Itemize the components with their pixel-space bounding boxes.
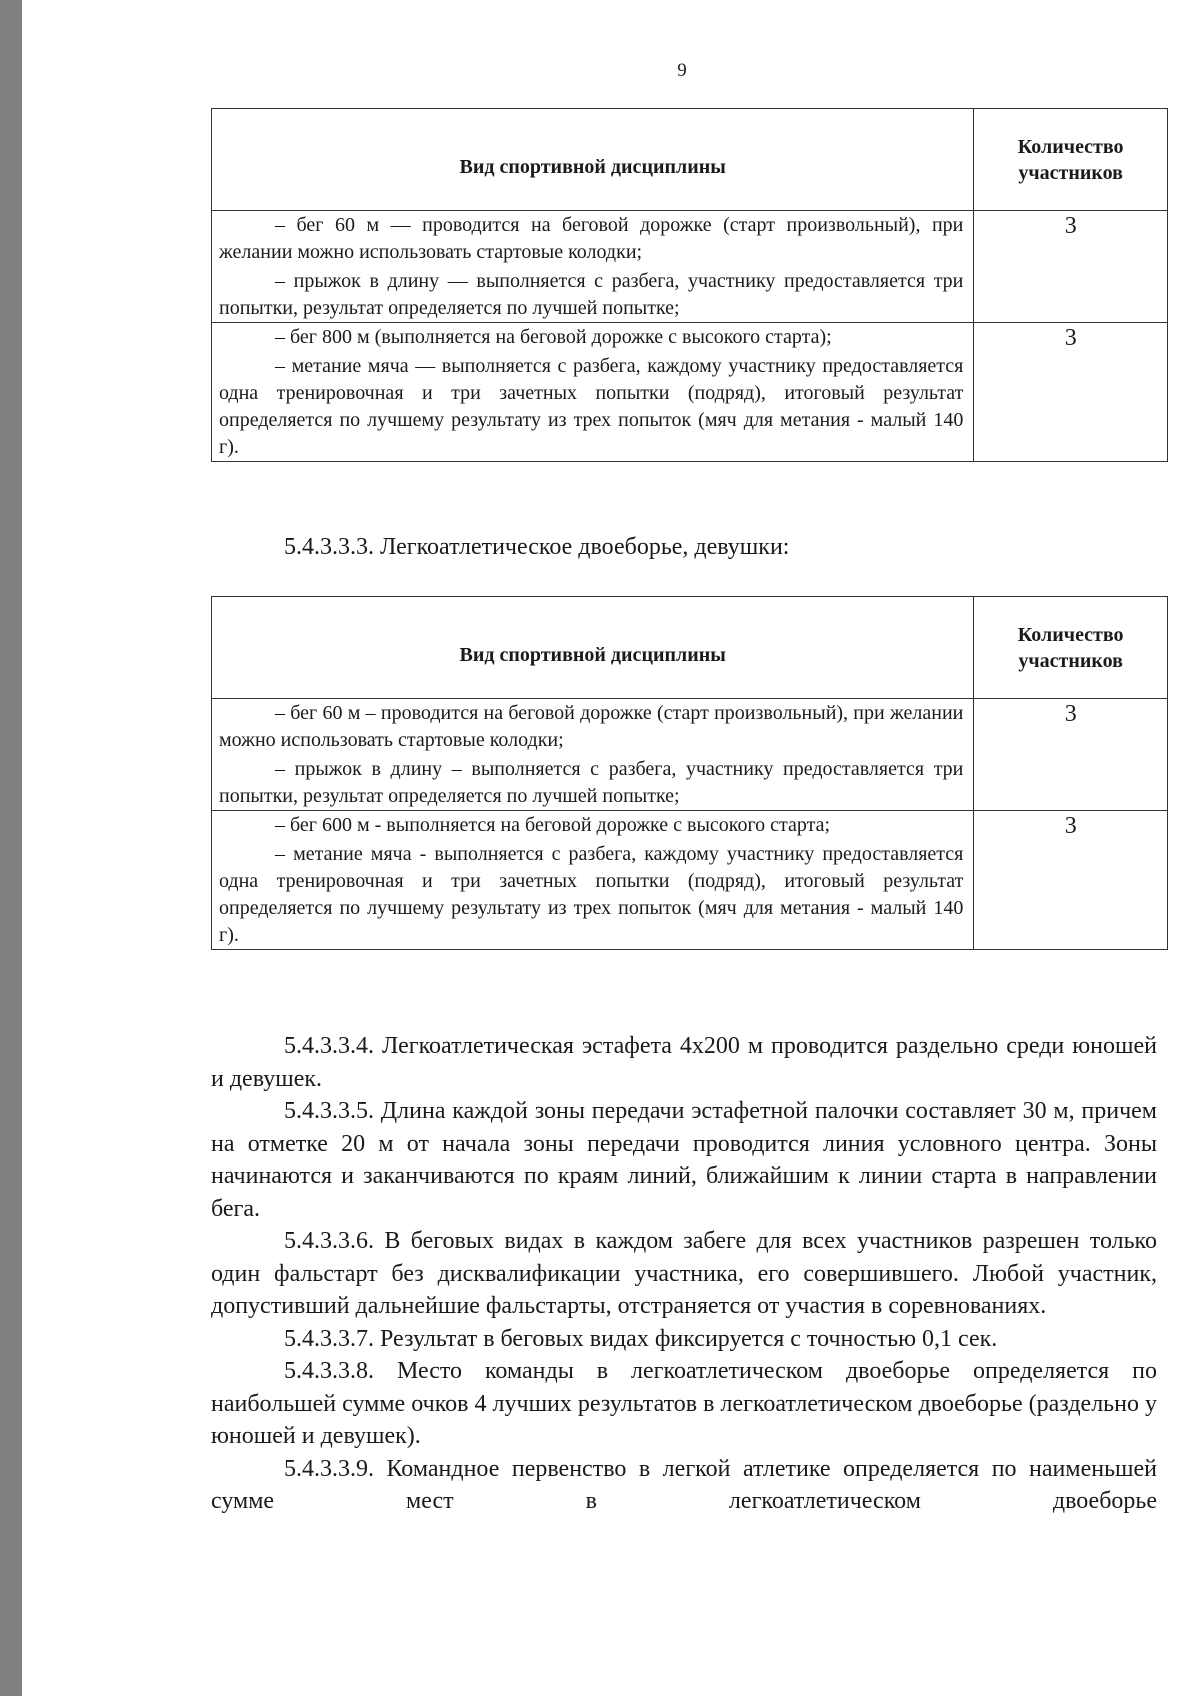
table-header-row xyxy=(212,109,1168,211)
paragraph: 5.4.3.3.4. Легкоатлетическая эстафета 4х200 м проводится раздельно среди юношей и девушек. xyxy=(211,1033,1157,1092)
discipline-cell xyxy=(212,323,974,462)
discipline-item: – метание мяча - выполняется с разбега, каждому участнику предоставляется одна тренировочная и три зачетных попытки (подряд), итоговый результат определяется по лучшему результату из трех попыток (мяч для метания - малый 140 г). xyxy=(219,843,964,946)
header-discipline: Вид спортивной дисциплины xyxy=(212,109,974,211)
header-count: Количество участников xyxy=(974,597,1168,699)
count-cell: 3 xyxy=(974,699,1168,811)
header-count: Количество участников xyxy=(974,109,1168,211)
table-row xyxy=(212,211,1168,323)
discipline-item: – метание мяча — выполняется с разбега, каждому участнику предоставляется одна тренировочная и три зачетных попытки (подряд), итоговый результат определяется по лучшему результату из трех попыток (мяч для метания - малый 140 г). xyxy=(219,355,964,458)
count-cell: 3 xyxy=(974,811,1168,950)
viewer-left-border xyxy=(0,0,22,1696)
table-row xyxy=(212,699,1168,811)
count-cell: 3 xyxy=(974,211,1168,323)
paragraph: 5.4.3.3.9. Командное первенство в легкой атлетике определяется по наименьшей сумме мест в легкоатлетическом двоеборье xyxy=(211,1455,1157,1514)
discipline-table-1 xyxy=(211,108,1168,462)
section-heading: 5.4.3.3.3. Легкоатлетическое двоеборье, девушки: xyxy=(284,534,790,560)
discipline-item: – бег 800 м (выполняется на беговой дорожке с высокого старта); xyxy=(275,326,832,348)
paragraph: 5.4.3.3.7. Результат в беговых видах фиксируется с точностью 0,1 сек. xyxy=(284,1325,998,1352)
paragraph: 5.4.3.3.5. Длина каждой зоны передачи эстафетной палочки составляет 30 м, причем на отметке 20 м от начала зоны передачи проводится линия условного центра. Зоны начинаются и заканчиваются по краям линий, ближайшим к линии старта в направлении бега. xyxy=(211,1098,1157,1222)
discipline-item: – бег 60 м – проводится на беговой дорожке (старт произвольный), при желании можно использовать стартовые колодки; xyxy=(219,702,964,751)
paragraph: 5.4.3.3.8. Место команды в легкоатлетическом двоеборье определяется по наибольшей сумме очков 4 лучших результатов в легкоатлетическом двоеборье (раздельно у юношей и девушек). xyxy=(211,1358,1157,1449)
discipline-cell xyxy=(212,811,974,950)
discipline-item: – прыжок в длину – выполняется с разбега, участнику предоставляется три попытки, результат определяется по лучшей попытке; xyxy=(219,758,964,807)
header-discipline: Вид спортивной дисциплины xyxy=(212,597,974,699)
page-number: 9 xyxy=(677,60,687,81)
body-text xyxy=(211,1030,1157,1518)
document-page xyxy=(22,0,1200,1696)
count-cell: 3 xyxy=(974,323,1168,462)
discipline-item: – бег 60 м — проводится на беговой дорожке (старт произвольный), при желании можно использовать стартовые колодки; xyxy=(219,214,964,263)
discipline-table-2 xyxy=(211,596,1168,950)
discipline-item: – прыжок в длину — выполняется с разбега, участнику предоставляется три попытки, результат определяется по лучшей попытке; xyxy=(219,270,964,319)
discipline-item: – бег 600 м - выполняется на беговой дорожке с высокого старта; xyxy=(275,814,831,836)
table-header-row xyxy=(212,597,1168,699)
table-row xyxy=(212,323,1168,462)
table-row xyxy=(212,811,1168,950)
discipline-cell xyxy=(212,211,974,323)
paragraph: 5.4.3.3.6. В беговых видах в каждом забеге для всех участников разрешен только один фальстарт без дисквалификации участника, его совершившего. Любой участник, допустивший дальнейшие фальстарты, отстраняется от участия в соревнованиях. xyxy=(211,1228,1157,1319)
discipline-cell xyxy=(212,699,974,811)
